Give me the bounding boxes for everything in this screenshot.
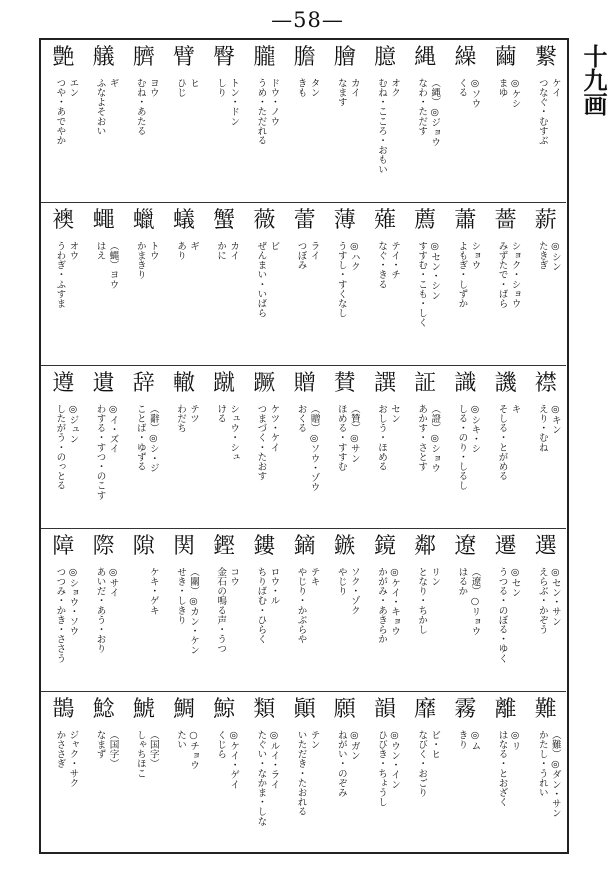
kanji-character: 靡 (414, 697, 437, 722)
kanji-entry (164, 40, 204, 200)
kanji-entry (365, 529, 405, 689)
kanji-character: 遵 (52, 371, 75, 396)
kanji-character: 艤 (92, 45, 115, 70)
kanji-character: 鏗 (213, 534, 236, 559)
kanji-character: 鯰 (92, 697, 115, 722)
kanji-readings: ケツ・ケイ つまづく・たおす (255, 404, 280, 481)
kanji-entry (325, 529, 365, 689)
kanji-character: 鵲 (52, 697, 75, 722)
kanji-readings: ◎セン うつる・のぼる・ゆく (496, 567, 521, 663)
kanji-character: 選 (534, 534, 557, 559)
kanji-entry (285, 40, 325, 200)
kanji-entry (526, 692, 566, 852)
kanji-readings: セン おしう・ほめる (376, 404, 400, 472)
kanji-readings: （縄）◎ジョウ なわ・ただす (416, 78, 441, 147)
kanji-readings: コウ 金石の鳴る声・うつ (215, 567, 240, 654)
kanji-character: 遷 (494, 534, 517, 559)
kanji-readings: ビ・ヒ なびく・おごり (416, 730, 441, 798)
kanji-readings: トウ かまきり (134, 241, 159, 280)
kanji-character: 朧 (253, 45, 276, 70)
kanji-readings: ビ ぜんまい・いばら (255, 241, 280, 318)
kanji-character: 鄰 (414, 534, 437, 559)
kanji-readings: （難）◎ダン・サン かたし・うれい (536, 730, 561, 818)
kanji-character: 繋 (534, 45, 557, 70)
kanji-entry (244, 692, 284, 852)
kanji-character: 顚 (293, 697, 316, 722)
kanji-character: 臆 (373, 45, 396, 70)
kanji-entry (164, 692, 204, 852)
kanji-entry (365, 692, 405, 852)
kanji-row (41, 529, 566, 692)
kanji-entry (405, 692, 445, 852)
kanji-character: 蠅 (92, 208, 115, 233)
kanji-character: 蟻 (172, 208, 195, 233)
kanji-readings: テイ・チ なぐ・きる (376, 241, 400, 289)
kanji-entry (43, 529, 83, 689)
kanji-entry (285, 366, 325, 526)
kanji-entry (445, 40, 485, 200)
kanji-character: 臍 (132, 45, 155, 70)
kanji-entry (204, 529, 244, 689)
kanji-entry (325, 366, 365, 526)
kanji-character: 鏡 (373, 534, 396, 559)
kanji-character: 襖 (52, 208, 75, 233)
kanji-entry (486, 692, 526, 852)
kanji-entry (445, 529, 485, 689)
kanji-readings: カイ かに (215, 241, 240, 261)
kanji-entry (43, 203, 83, 363)
kanji-entry (325, 40, 365, 200)
kanji-readings: ◎ガン ねがい・のぞみ (335, 730, 360, 798)
kanji-entry (526, 366, 566, 526)
kanji-readings: キ そしる・とがめる (496, 404, 521, 481)
kanji-readings: ◎セン・サン えらぶ・かぞう (536, 567, 561, 635)
kanji-entry (365, 203, 405, 363)
kanji-entry (84, 692, 124, 852)
kanji-readings: （辭）◎シ・ジ ことば・ゆずる (134, 404, 159, 473)
kanji-character: 鯛 (172, 697, 195, 722)
kanji-readings: （蝿）ヨウ はえ (94, 241, 119, 289)
kanji-readings: ◎イ・ズイ わする・すつ・のこす (94, 404, 119, 500)
kanji-character: 薙 (373, 208, 396, 233)
kanji-entry (164, 529, 204, 689)
kanji-entry (84, 40, 124, 200)
kanji-character: 艶 (52, 45, 75, 70)
kanji-readings: （關）◎カン・ケン せき・しきり (175, 567, 199, 655)
kanji-entry (244, 366, 284, 526)
kanji-readings: ◎ケイ・キョウ かがみ・あきらか (376, 567, 400, 644)
kanji-character: 膽 (293, 45, 316, 70)
kanji-entry (84, 529, 124, 689)
kanji-character: 鏃 (333, 534, 356, 559)
kanji-entry (84, 366, 124, 526)
kanji-character: 蟹 (213, 208, 236, 233)
kanji-entry (124, 40, 164, 200)
kanji-character: 韻 (373, 697, 396, 722)
kanji-entry (244, 203, 284, 363)
kanji-entry (486, 40, 526, 200)
kanji-character: 辞 (132, 371, 155, 396)
kanji-character: 証 (414, 371, 437, 396)
kanji-entry (124, 692, 164, 852)
kanji-entry (526, 40, 566, 200)
kanji-readings: ◎ケシ まゆ (496, 78, 521, 109)
kanji-readings: ◎ショウ・ソウ つつみ・かき・ささう (54, 567, 79, 663)
kanji-readings: （證）◎ショウ あかす・さとす (416, 404, 441, 473)
kanji-entry (405, 203, 445, 363)
kanji-character: 薦 (414, 208, 437, 233)
kanji-entry (285, 692, 325, 852)
kanji-readings: ◎サイ あいだ・あう・おり (94, 567, 119, 654)
kanji-entry (124, 203, 164, 363)
kanji-readings: ◎ルイ・ライ たぐい・なかま・しな (255, 730, 280, 826)
kanji-readings: テン いただき・たおれる (295, 730, 320, 817)
kanji-character: 難 (534, 697, 557, 722)
kanji-readings: ショウ よもぎ・しずか (456, 241, 481, 309)
kanji-readings: ◎リ はなる・とおざく (496, 730, 521, 807)
stroke-count-label: 十九画 (579, 44, 608, 116)
kanji-entry (325, 692, 365, 852)
kanji-readings: （遼）○リョウ はるか (456, 567, 481, 636)
kanji-character: 鏑 (293, 534, 316, 559)
kanji-entry (43, 366, 83, 526)
kanji-readings: リン となり・ちかし (416, 567, 441, 635)
kanji-character: 譏 (494, 371, 517, 396)
kanji-readings: シュウ・シュ ける (215, 404, 240, 462)
kanji-character: 隙 (132, 534, 155, 559)
kanji-entry (365, 366, 405, 526)
kanji-character: 蕾 (293, 208, 316, 233)
kanji-entry (445, 366, 485, 526)
kanji-readings: ◎シキ・シ しる・のり・しるし (456, 404, 481, 491)
kanji-readings: エン つや・あでやか (54, 78, 79, 146)
kanji-character: 贈 (293, 371, 316, 396)
kanji-readings: オク むね・こころ・おもい (376, 78, 400, 174)
kanji-entry (204, 692, 244, 852)
page-number: —58— (271, 8, 344, 32)
kanji-row (41, 40, 566, 203)
kanji-entry (204, 203, 244, 363)
kanji-character: 遺 (92, 371, 115, 396)
kanji-character: 類 (253, 697, 276, 722)
kanji-entry (244, 40, 284, 200)
kanji-readings: ◎キン えり・むね (536, 404, 561, 452)
kanji-character: 縄 (414, 45, 437, 70)
kanji-readings: ◎セン・シン すすむ・こも・しく (416, 241, 441, 328)
kanji-readings: （国字） なまず (94, 730, 119, 769)
kanji-entry (164, 366, 204, 526)
kanji-readings: ◎シン たきぎ (536, 241, 561, 272)
kanji-entry (405, 529, 445, 689)
kanji-character: 蹶 (253, 371, 276, 396)
kanji-character: 離 (494, 697, 517, 722)
kanji-entry (124, 366, 164, 526)
kanji-readings: タン きも (295, 78, 320, 98)
kanji-readings: （国字） しゃちほこ (134, 730, 159, 778)
kanji-character: 薄 (333, 208, 356, 233)
kanji-readings: ソク・ゾク やじり (335, 567, 360, 615)
kanji-readings: ケイ つなぐ・むすぶ (536, 78, 561, 146)
kanji-entry (445, 692, 485, 852)
kanji-character: 際 (92, 534, 115, 559)
kanji-readings: ドウ・ノウ うめ・ただれる (255, 78, 280, 146)
kanji-character: 繭 (494, 45, 517, 70)
kanji-entry (84, 203, 124, 363)
kanji-readings: ジャク・サク かささぎ (54, 730, 79, 788)
kanji-readings: テキ やじり・かぶらや (295, 567, 320, 644)
kanji-character: 障 (52, 534, 75, 559)
kanji-readings: ライ つぼみ (295, 241, 320, 270)
kanji-entry (124, 529, 164, 689)
kanji-readings: ロウ・ル ちりばむ・ひらく (255, 567, 280, 644)
kanji-readings: ◎ケイ・ゲイ くじら (215, 730, 240, 789)
kanji-entry (486, 203, 526, 363)
kanji-readings: オウ うわぎ・ふすま (54, 241, 79, 309)
kanji-character: 霧 (454, 697, 477, 722)
kanji-character: 鏤 (253, 534, 276, 559)
kanji-readings: （贊）◎サン ほめる・すすむ (335, 404, 360, 472)
kanji-character: 蕭 (454, 208, 477, 233)
kanji-character: 轍 (172, 371, 195, 396)
kanji-readings: カイ なます (335, 78, 360, 107)
kanji-character: 鯨 (213, 697, 236, 722)
kanji-readings: ◎ソウ くる (456, 78, 481, 109)
kanji-readings: ◎ム きり (456, 730, 481, 751)
kanji-character: 薪 (534, 208, 557, 233)
kanji-entry (526, 529, 566, 689)
kanji-readings: ショク・ショウ みずたで・ばら (496, 241, 521, 309)
kanji-character: 願 (333, 697, 356, 722)
kanji-readings: テツ わだち (175, 404, 199, 433)
kanji-character: 襟 (534, 371, 557, 396)
kanji-entry (325, 203, 365, 363)
kanji-entry (365, 40, 405, 200)
kanji-character: 繰 (454, 45, 477, 70)
kanji-row (41, 692, 566, 855)
kanji-readings: ○チョウ たい (175, 730, 199, 770)
kanji-character: 臀 (213, 45, 236, 70)
kanji-table (39, 38, 569, 854)
kanji-character: 関 (172, 534, 195, 559)
kanji-row (41, 203, 566, 366)
kanji-character: 膾 (333, 45, 356, 70)
kanji-entry (204, 366, 244, 526)
kanji-readings: ギ あり (175, 241, 199, 261)
kanji-readings: ◎ハク うすし・すくなし (335, 241, 360, 318)
kanji-readings: ヒ ひじ (175, 78, 199, 98)
kanji-entry (405, 40, 445, 200)
kanji-readings: （贈）◎ソウ・ゾウ おくる (295, 404, 320, 492)
kanji-entry (445, 203, 485, 363)
kanji-entry (43, 40, 83, 200)
kanji-entry (285, 529, 325, 689)
kanji-entry (405, 366, 445, 526)
kanji-character: 遼 (454, 534, 477, 559)
kanji-readings: ◎ジュン したがう・のっとる (54, 404, 79, 491)
kanji-character: 臂 (172, 45, 195, 70)
kanji-entry (285, 203, 325, 363)
kanji-character: 鯱 (132, 697, 155, 722)
kanji-entry (244, 529, 284, 689)
kanji-readings: ヨウ むね・あたる (134, 78, 159, 136)
kanji-entry (486, 529, 526, 689)
kanji-character: 譔 (373, 371, 396, 396)
kanji-character: 薔 (494, 208, 517, 233)
kanji-character: 蠟 (132, 208, 155, 233)
kanji-character: 蹴 (213, 371, 236, 396)
kanji-entry (526, 203, 566, 363)
kanji-character: 薇 (253, 208, 276, 233)
kanji-row (41, 366, 566, 529)
kanji-entry (164, 203, 204, 363)
kanji-character: 賛 (333, 371, 356, 396)
kanji-readings: トン・ドン しり (215, 78, 240, 126)
kanji-readings: ケキ・ゲキ (147, 567, 159, 615)
kanji-entry (204, 40, 244, 200)
kanji-entry (486, 366, 526, 526)
kanji-readings: ◎ウン・イン ひびき・ちょうし (376, 730, 400, 807)
kanji-character: 識 (454, 371, 477, 396)
kanji-entry (43, 692, 83, 852)
kanji-readings: ギ ふなよそおい (94, 78, 119, 136)
